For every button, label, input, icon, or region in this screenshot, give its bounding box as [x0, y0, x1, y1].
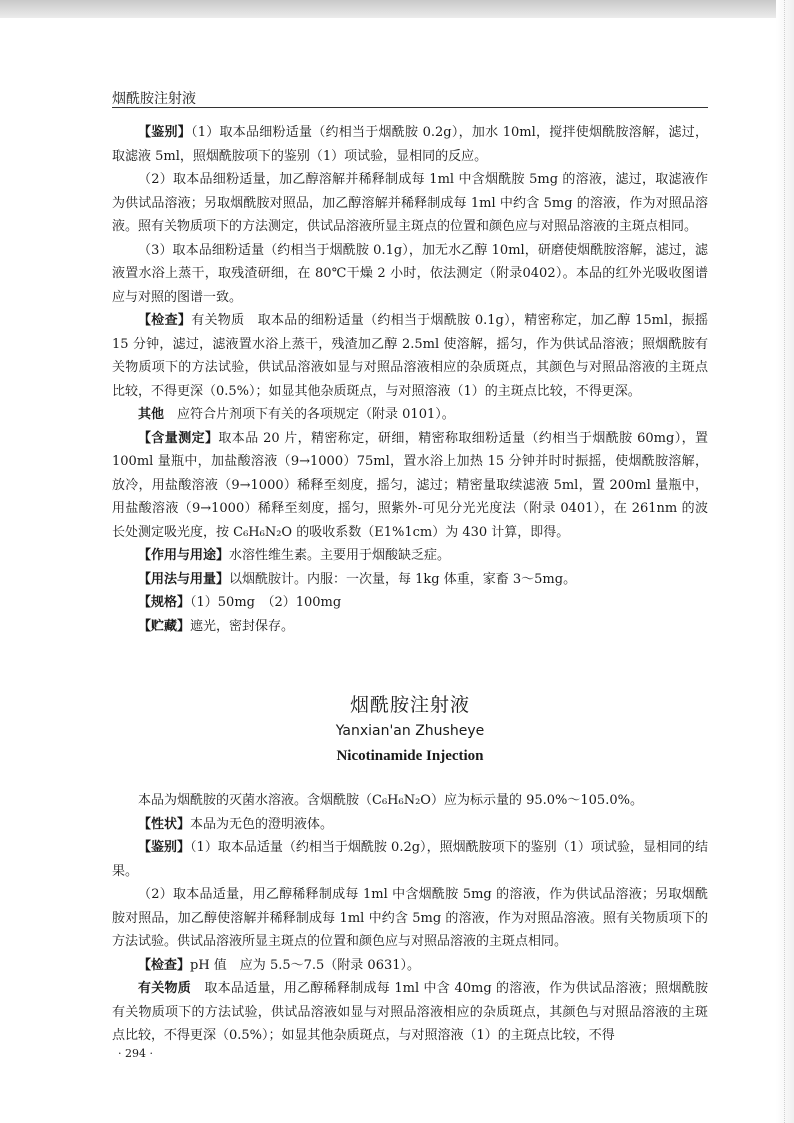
paragraph-text: 水溶性维生素。主要用于烟酸缺乏症。: [229, 548, 451, 563]
section-tag: 【检查】: [138, 313, 192, 328]
paragraph-text: （1）取本品适量（约相当于烟酰胺 0.2g），照烟酰胺项下的鉴别（1）项试验，显相同的结果。: [112, 840, 708, 879]
monograph-title-english: Nicotinamide Injection: [336, 748, 484, 764]
section-tag: 【鉴别】: [138, 125, 191, 140]
section-tag: 【作用与用途】: [138, 548, 230, 563]
monograph-title-pinyin: Yanxian'an Zhusheye: [335, 723, 485, 739]
section-tag: 【含量测定】: [138, 430, 219, 446]
paragraph-text: （2）取本品细粉适量，加乙醇溶解并稀释制成每 1ml 中含烟酰胺 5mg 的溶液，滤过，取滤液作为供试品溶液；另取烟酰胺对照品，加乙醇溶解并稀释制成每 1ml 中约含 5mg 的溶液，作为对照品溶液。照有关物质项下的方法测定，供试品溶液所显主斑点的位置和颜色应与对照品溶液的主斑点相同。: [112, 172, 708, 234]
section-tag: 其他: [138, 407, 165, 422]
paragraph-text: 本品为烟酰胺的灭菌水溶液。含烟酰胺（C₆H₆N₂O）应为标示量的 95.0%～105.0%。: [138, 793, 643, 808]
paragraph: [112, 954, 708, 978]
paragraph-text: 取本品 20 片，精密称定，研细，精密称取细粉适量（约相当于烟酰胺 60mg），置 100ml 量瓶中，加盐酸溶液（9→1000）75ml，置水浴上加热 15 分钟并时时振摇，使烟酰胺溶解，放冷，用盐酸溶液（9→1000）稀释至刻度，摇匀，滤过；精密量取续滤液 5ml，置 200ml 量瓶中，用盐酸溶液（9→1000）稀释至刻度，摇匀，照紫外-可见分光光度法（附录 0401），在 261nm 的波长处测定吸光度，按 C₆H₆N₂O 的吸收系数（E1%1cm）为 430 计算，即得。: [112, 430, 708, 540]
paragraph-text: （2）取本品适量，用乙醇稀释制成每 1ml 中含烟酰胺 5mg 的溶液，作为供试品溶液；另取烟酰胺对照品，加乙醇使溶解并稀释制成每 1ml 中约含 5mg 的溶液，作为对照品溶液。照有关物质项下的方法试验。供试品溶液所显主斑点的位置和颜色应与对照品溶液的主斑点相同。: [112, 887, 708, 949]
paragraph: [112, 977, 708, 1048]
section-tag: 【贮藏】: [138, 618, 191, 634]
paragraph-text: 本品为无色的澄明液体。: [190, 816, 334, 832]
section-tag: 有关物质: [138, 981, 192, 996]
section-tag: 【性状】: [138, 816, 191, 832]
paragraph-text: 遮光，密封保存。: [190, 618, 295, 634]
paragraph: [112, 813, 708, 837]
running-header: 烟酰胺注射液: [112, 91, 196, 107]
paragraph: [112, 309, 708, 403]
paragraph: [112, 427, 708, 545]
paragraph-text: （3）取本品细粉适量（约相当于烟酰胺 0.1g），加无水乙醇 10ml，研磨使烟酰胺溶解，滤过，滤液置水浴上蒸干，取残渣研细，在 80℃干燥 2 小时，依法测定（附录0402）。本品的红外光吸收图谱应与对照的图谱一致。: [112, 242, 708, 305]
section-tag: 【用法与用量】: [138, 571, 230, 587]
scan-top-edge: [0, 0, 794, 18]
paragraph: [112, 615, 708, 639]
monograph-title-chinese: 烟酰胺注射液: [349, 694, 470, 716]
paragraph-text: 以烟酰胺计。内服：一次量，每 1kg 体重，家畜 3～5mg。: [229, 571, 577, 587]
header-rule: [112, 107, 708, 108]
paragraph: [112, 836, 708, 883]
paragraph: [112, 403, 708, 427]
page-number: · 294 ·: [118, 1047, 153, 1060]
paragraph: [112, 121, 708, 168]
paragraph-text: pH 值 应为 5.5～7.5（附录 0631）。: [190, 957, 421, 973]
paragraph: [112, 239, 708, 310]
paragraph: [112, 168, 708, 239]
paragraph-text: 有关物质 取本品的细粉适量（约相当于烟酰胺 0.1g），精密称定，加乙醇 15ml，振摇 15 分钟，滤过，滤液置水浴上蒸干，残渣加乙醇 2.5ml 使溶解，摇匀，作为供试品溶液；照烟酰胺有关物质项下的方法试验，供试品溶液如显与对照品溶液相应的杂质斑点，其颜色与对照品溶液的主斑点比较，不得更深（0.5%）；如显其他杂质斑点，与对照溶液（1）的主斑点比较，不得更深。: [112, 313, 708, 399]
paragraph-text: 取本品适量，用乙醇稀释制成每 1ml 中含 40mg 的溶液，作为供试品溶液；照烟酰胺有关物质项下的方法试验，供试品溶液如显与对照品溶液相应的杂质斑点，其颜色与对照品溶液的主斑点比较，不得更深（0.5%）；如显其他杂质斑点，与对照溶液（1）的主斑点比较，不得: [112, 981, 708, 1043]
paragraph-text: 应符合片剂项下有关的各项规定（附录 0101）。: [177, 407, 455, 422]
section-previous-monograph: [112, 121, 708, 638]
paragraph: [112, 789, 708, 813]
section-tag: 【鉴别】: [138, 840, 191, 855]
paragraph-text: （1）取本品细粉适量（约相当于烟酰胺 0.2g），加水 10ml，搅拌使烟酰胺溶解，滤过，取滤液 5ml，照烟酰胺项下的鉴别（1）项试验，显相同的反应。: [112, 125, 708, 164]
paragraph: [112, 883, 708, 954]
section-tag: 【检查】: [138, 957, 191, 973]
paragraph: [112, 544, 708, 568]
paragraph: [112, 568, 708, 592]
section-nicotinamide-injection: [112, 789, 708, 1048]
paragraph-text: （1）50mg （2）100mg: [190, 595, 342, 610]
section-tag: 【规格】: [138, 595, 191, 610]
scan-right-edge: [776, 0, 794, 1123]
paragraph: [112, 591, 708, 615]
